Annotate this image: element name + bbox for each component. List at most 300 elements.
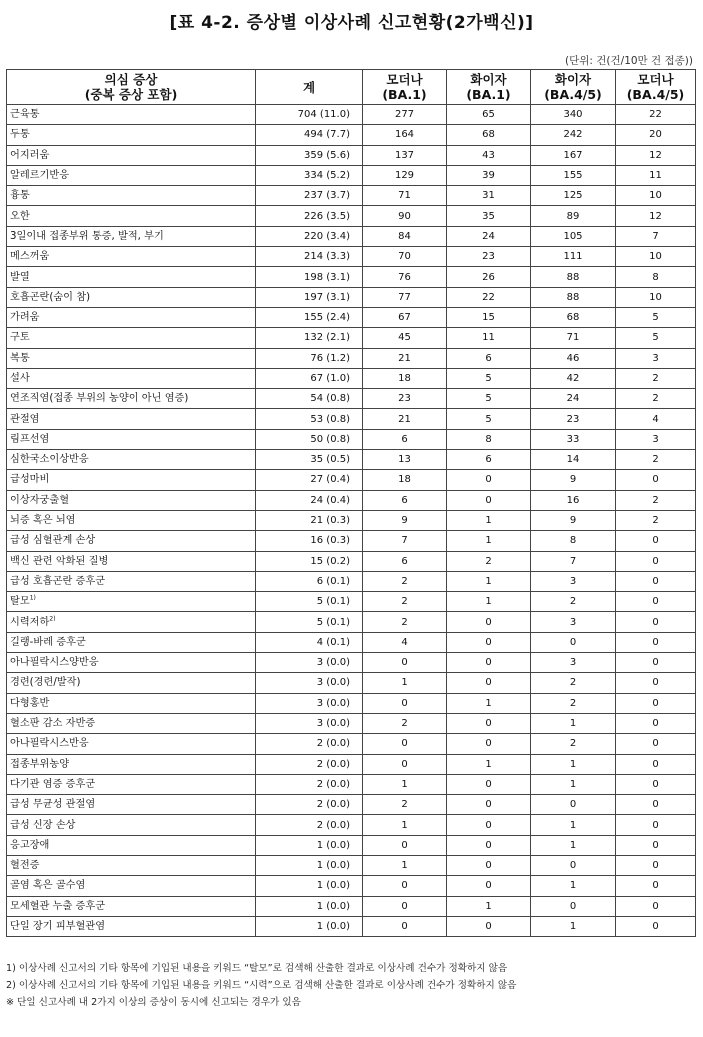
symptom-cell (7, 531, 256, 551)
symptom-label: 호흡곤란(숨이 참) (10, 291, 91, 303)
moderna-ba1-cell: 18 (363, 470, 447, 490)
moderna-ba45-cell: 0 (616, 632, 696, 652)
symptom-cell (7, 165, 256, 185)
table-row (7, 409, 696, 429)
moderna-ba45-cell: 0 (616, 693, 696, 713)
moderna-ba45-cell: 0 (616, 470, 696, 490)
pfizer-ba1-cell: 0 (447, 632, 531, 652)
symptom-label: 가려움 (10, 312, 40, 324)
pfizer-ba45-cell: 16 (531, 490, 616, 510)
symptom-label: 길랭-바레 증후군 (10, 636, 86, 648)
header-c2-line2: (BA.1) (466, 87, 511, 102)
table-row (7, 267, 696, 287)
pfizer-ba1-cell: 0 (447, 713, 531, 733)
moderna-ba45-cell: 22 (616, 105, 696, 125)
symptom-cell (7, 653, 256, 673)
moderna-ba45-cell: 10 (616, 186, 696, 206)
moderna-ba45-cell: 11 (616, 165, 696, 185)
moderna-ba45-cell: 0 (616, 713, 696, 733)
total-cell: 24 (0.4) (256, 490, 363, 510)
symptom-cell (7, 226, 256, 246)
pfizer-ba1-cell: 5 (447, 368, 531, 388)
symptom-label: 아나필락시스양반응 (10, 657, 99, 669)
moderna-ba45-cell: 0 (616, 754, 696, 774)
symptom-label: 단일 장기 피부혈관염 (10, 921, 106, 933)
moderna-ba1-cell: 2 (363, 571, 447, 591)
pfizer-ba45-cell: 1 (531, 713, 616, 733)
total-cell: 54 (0.8) (256, 389, 363, 409)
total-cell: 50 (0.8) (256, 429, 363, 449)
symptom-label: 림프선염 (10, 433, 50, 445)
symptom-label: 아나필락시스반응 (10, 738, 89, 750)
moderna-ba1-cell: 0 (363, 896, 447, 916)
pfizer-ba1-cell: 0 (447, 734, 531, 754)
pfizer-ba1-cell: 1 (447, 531, 531, 551)
pfizer-ba45-cell: 89 (531, 206, 616, 226)
moderna-ba1-cell: 2 (363, 713, 447, 733)
pfizer-ba45-cell: 0 (531, 896, 616, 916)
symptom-label: 알레르기반응 (10, 170, 70, 182)
symptom-label: 탈모 (10, 596, 30, 608)
header-c4-line2: (BA.4/5) (626, 87, 685, 102)
moderna-ba1-cell: 84 (363, 226, 447, 246)
moderna-ba1-cell: 2 (363, 592, 447, 612)
symptom-cell (7, 571, 256, 591)
moderna-ba1-cell: 0 (363, 876, 447, 896)
table-row (7, 571, 696, 591)
pfizer-ba1-cell: 0 (447, 673, 531, 693)
pfizer-ba45-cell: 0 (531, 632, 616, 652)
total-cell: 198 (3.1) (256, 267, 363, 287)
symptom-label: 두통 (10, 129, 30, 141)
symptom-cell (7, 774, 256, 794)
table-row (7, 165, 696, 185)
total-cell: 2 (0.0) (256, 795, 363, 815)
symptom-cell (7, 592, 256, 612)
moderna-ba1-cell: 45 (363, 328, 447, 348)
moderna-ba45-cell: 0 (616, 734, 696, 754)
pfizer-ba1-cell: 6 (447, 348, 531, 368)
pfizer-ba45-cell: 0 (531, 855, 616, 875)
total-cell: 704 (11.0) (256, 105, 363, 125)
moderna-ba45-cell: 3 (616, 429, 696, 449)
moderna-ba1-cell: 6 (363, 490, 447, 510)
pfizer-ba1-cell: 22 (447, 287, 531, 307)
pfizer-ba45-cell: 88 (531, 267, 616, 287)
table-row (7, 774, 696, 794)
pfizer-ba1-cell: 39 (447, 165, 531, 185)
symptom-label: 혈전증 (10, 860, 40, 872)
moderna-ba1-cell: 1 (363, 774, 447, 794)
pfizer-ba45-cell: 9 (531, 510, 616, 530)
moderna-ba1-cell: 0 (363, 653, 447, 673)
table-row (7, 531, 696, 551)
pfizer-ba1-cell: 1 (447, 571, 531, 591)
pfizer-ba1-cell: 23 (447, 247, 531, 267)
symptom-label: 흉통 (10, 190, 30, 202)
header-moderna-ba45 (616, 70, 696, 105)
symptom-label: 설사 (10, 373, 30, 384)
moderna-ba45-cell: 0 (616, 815, 696, 835)
pfizer-ba45-cell: 340 (531, 105, 616, 125)
pfizer-ba1-cell: 0 (447, 774, 531, 794)
table-row (7, 328, 696, 348)
table-row (7, 105, 696, 125)
table-body (7, 105, 696, 937)
footnotes (6, 960, 701, 1011)
total-cell: 1 (0.0) (256, 916, 363, 936)
moderna-ba1-cell: 71 (363, 186, 447, 206)
symptom-label: 급성마비 (10, 474, 50, 486)
pfizer-ba45-cell: 155 (531, 165, 616, 185)
table-row (7, 247, 696, 267)
total-cell: 226 (3.5) (256, 206, 363, 226)
moderna-ba45-cell: 3 (616, 348, 696, 368)
symptom-label: 급성 신장 손상 (10, 819, 76, 831)
symptom-cell (7, 450, 256, 470)
header-pfizer-ba45 (531, 70, 616, 105)
total-cell: 16 (0.3) (256, 531, 363, 551)
pfizer-ba1-cell: 2 (447, 551, 531, 571)
symptom-cell (7, 510, 256, 530)
symptom-label: 관절염 (10, 413, 40, 425)
pfizer-ba45-cell: 2 (531, 693, 616, 713)
pfizer-ba1-cell: 15 (447, 307, 531, 327)
table-row (7, 510, 696, 530)
table-row (7, 470, 696, 490)
symptom-label: 급성 심혈관계 손상 (10, 535, 96, 547)
moderna-ba1-cell: 6 (363, 429, 447, 449)
total-cell: 334 (5.2) (256, 165, 363, 185)
pfizer-ba1-cell: 1 (447, 510, 531, 530)
header-c1-line2: (BA.1) (382, 87, 427, 102)
symptom-label: 오한 (10, 210, 30, 222)
moderna-ba45-cell: 0 (616, 673, 696, 693)
pfizer-ba45-cell: 9 (531, 470, 616, 490)
total-cell: 1 (0.0) (256, 896, 363, 916)
table-row (7, 896, 696, 916)
symptom-label: 발열 (10, 271, 30, 283)
moderna-ba1-cell: 21 (363, 348, 447, 368)
table-row (7, 876, 696, 896)
moderna-ba1-cell: 21 (363, 409, 447, 429)
header-pfizer-ba1 (447, 70, 531, 105)
pfizer-ba1-cell: 1 (447, 896, 531, 916)
symptom-label: 3일이내 접종부위 통증, 발적, 부기 (10, 230, 164, 242)
pfizer-ba1-cell: 0 (447, 653, 531, 673)
moderna-ba1-cell: 1 (363, 673, 447, 693)
symptom-cell (7, 754, 256, 774)
symptom-label: 메스꺼움 (10, 251, 50, 263)
table-row (7, 551, 696, 571)
total-cell: 6 (0.1) (256, 571, 363, 591)
symptom-label: 급성 호흡곤란 증후군 (10, 575, 106, 587)
table-row (7, 734, 696, 754)
moderna-ba45-cell: 5 (616, 307, 696, 327)
table-row (7, 713, 696, 733)
header-total: 계 (256, 70, 363, 105)
pfizer-ba45-cell: 14 (531, 450, 616, 470)
symptom-label: 이상자궁출혈 (10, 494, 70, 506)
pfizer-ba1-cell: 35 (447, 206, 531, 226)
table-row (7, 795, 696, 815)
pfizer-ba1-cell: 1 (447, 754, 531, 774)
table-row (7, 653, 696, 673)
pfizer-ba45-cell: 71 (531, 328, 616, 348)
footnote-marker: 1) (29, 594, 36, 602)
moderna-ba1-cell: 90 (363, 206, 447, 226)
symptom-cell (7, 876, 256, 896)
symptom-label: 혈소판 감소 자반증 (10, 718, 96, 730)
pfizer-ba45-cell: 1 (531, 774, 616, 794)
total-cell: 76 (1.2) (256, 348, 363, 368)
symptom-label: 어지러움 (10, 149, 50, 161)
pfizer-ba45-cell: 2 (531, 734, 616, 754)
table-row (7, 287, 696, 307)
total-cell: 4 (0.1) (256, 632, 363, 652)
symptom-cell (7, 896, 256, 916)
symptom-cell (7, 551, 256, 571)
pfizer-ba1-cell: 5 (447, 389, 531, 409)
pfizer-ba1-cell: 0 (447, 795, 531, 815)
total-cell: 27 (0.4) (256, 470, 363, 490)
pfizer-ba1-cell: 24 (447, 226, 531, 246)
total-cell: 53 (0.8) (256, 409, 363, 429)
symptom-cell (7, 815, 256, 835)
symptom-label: 근육통 (10, 109, 40, 121)
pfizer-ba45-cell: 24 (531, 389, 616, 409)
moderna-ba1-cell: 1 (363, 815, 447, 835)
symptom-cell (7, 368, 256, 388)
moderna-ba1-cell: 0 (363, 693, 447, 713)
pfizer-ba45-cell: 2 (531, 673, 616, 693)
pfizer-ba45-cell: 3 (531, 571, 616, 591)
total-cell: 2 (0.0) (256, 774, 363, 794)
symptom-report-table (6, 69, 696, 937)
table-row (7, 673, 696, 693)
table-row (7, 632, 696, 652)
header-moderna-ba1 (363, 70, 447, 105)
total-cell: 15 (0.2) (256, 551, 363, 571)
header-row (7, 70, 696, 105)
pfizer-ba1-cell: 0 (447, 916, 531, 936)
pfizer-ba45-cell: 3 (531, 612, 616, 632)
table-row (7, 450, 696, 470)
moderna-ba1-cell: 70 (363, 247, 447, 267)
pfizer-ba45-cell: 1 (531, 916, 616, 936)
pfizer-ba1-cell: 11 (447, 328, 531, 348)
moderna-ba45-cell: 0 (616, 896, 696, 916)
symptom-label: 구토 (10, 332, 30, 344)
pfizer-ba1-cell: 5 (447, 409, 531, 429)
moderna-ba45-cell: 0 (616, 876, 696, 896)
moderna-ba45-cell: 0 (616, 592, 696, 612)
pfizer-ba45-cell: 1 (531, 835, 616, 855)
table-row (7, 226, 696, 246)
total-cell: 3 (0.0) (256, 673, 363, 693)
symptom-cell (7, 713, 256, 733)
table-row (7, 693, 696, 713)
moderna-ba45-cell: 2 (616, 389, 696, 409)
total-cell: 1 (0.0) (256, 855, 363, 875)
table-row (7, 490, 696, 510)
total-cell: 5 (0.1) (256, 592, 363, 612)
pfizer-ba1-cell: 1 (447, 693, 531, 713)
moderna-ba1-cell: 23 (363, 389, 447, 409)
symptom-cell (7, 348, 256, 368)
moderna-ba45-cell: 2 (616, 510, 696, 530)
moderna-ba1-cell: 1 (363, 855, 447, 875)
moderna-ba45-cell: 2 (616, 450, 696, 470)
symptom-label: 복통 (10, 352, 30, 364)
moderna-ba1-cell: 2 (363, 612, 447, 632)
symptom-label: 백신 관련 악화된 질병 (10, 555, 109, 567)
pfizer-ba45-cell: 68 (531, 307, 616, 327)
total-cell: 237 (3.7) (256, 186, 363, 206)
symptom-label: 접종부위농양 (10, 758, 70, 770)
moderna-ba45-cell: 0 (616, 653, 696, 673)
moderna-ba1-cell: 13 (363, 450, 447, 470)
symptom-label: 골염 혹은 골수염 (10, 880, 86, 892)
total-cell: 359 (5.6) (256, 145, 363, 165)
symptom-cell (7, 835, 256, 855)
footnote-marker: 2) (49, 615, 56, 623)
moderna-ba45-cell: 2 (616, 368, 696, 388)
moderna-ba1-cell: 0 (363, 734, 447, 754)
pfizer-ba1-cell: 26 (447, 267, 531, 287)
pfizer-ba1-cell: 43 (447, 145, 531, 165)
symptom-cell (7, 795, 256, 815)
pfizer-ba1-cell: 6 (447, 450, 531, 470)
moderna-ba45-cell: 0 (616, 571, 696, 591)
table-row (7, 916, 696, 936)
total-cell: 3 (0.0) (256, 713, 363, 733)
symptom-cell (7, 490, 256, 510)
moderna-ba1-cell: 0 (363, 754, 447, 774)
moderna-ba1-cell: 4 (363, 632, 447, 652)
footnote-line: 1) 이상사례 신고서의 기타 항목에 기입된 내용을 키워드 “탈모”로 검색해 산출한 결과로 이상사례 건수가 정확하지 않음 (6, 963, 508, 974)
table-row (7, 348, 696, 368)
total-cell: 155 (2.4) (256, 307, 363, 327)
total-cell: 3 (0.0) (256, 693, 363, 713)
total-cell: 2 (0.0) (256, 754, 363, 774)
pfizer-ba1-cell: 1 (447, 592, 531, 612)
symptom-label: 뇌증 혹은 뇌염 (10, 515, 76, 527)
pfizer-ba1-cell: 8 (447, 429, 531, 449)
table-row (7, 206, 696, 226)
symptom-cell (7, 186, 256, 206)
moderna-ba45-cell: 0 (616, 855, 696, 875)
symptom-cell (7, 470, 256, 490)
total-cell: 21 (0.3) (256, 510, 363, 530)
moderna-ba1-cell: 0 (363, 835, 447, 855)
moderna-ba45-cell: 10 (616, 287, 696, 307)
pfizer-ba45-cell: 242 (531, 125, 616, 145)
pfizer-ba1-cell: 0 (447, 876, 531, 896)
pfizer-ba45-cell: 3 (531, 653, 616, 673)
symptom-cell (7, 693, 256, 713)
total-cell: 494 (7.7) (256, 125, 363, 145)
symptom-label: 심한국소이상반응 (10, 454, 89, 466)
moderna-ba45-cell: 7 (616, 226, 696, 246)
pfizer-ba1-cell: 0 (447, 490, 531, 510)
header-c4-line1: 모더나 (637, 72, 674, 87)
moderna-ba1-cell: 129 (363, 165, 447, 185)
total-cell: 67 (1.0) (256, 368, 363, 388)
total-cell: 35 (0.5) (256, 450, 363, 470)
pfizer-ba1-cell: 0 (447, 835, 531, 855)
footnote-line: 2) 이상사례 신고서의 기타 항목에 기입된 내용을 키워드 “시력”으로 검색해 산출한 결과로 이상사례 건수가 정확하지 않음 (6, 980, 517, 991)
pfizer-ba45-cell: 33 (531, 429, 616, 449)
moderna-ba1-cell: 0 (363, 916, 447, 936)
header-c1-line1: 모더나 (386, 72, 423, 87)
table-row (7, 429, 696, 449)
pfizer-ba1-cell: 31 (447, 186, 531, 206)
symptom-cell (7, 307, 256, 327)
unit-note: (단위: 건(건/10만 건 접종)) (565, 55, 693, 67)
pfizer-ba45-cell: 88 (531, 287, 616, 307)
table-row (7, 612, 696, 632)
symptom-label: 시력저하 (10, 616, 50, 628)
pfizer-ba45-cell: 167 (531, 145, 616, 165)
symptom-label: 응고장애 (10, 839, 50, 851)
moderna-ba45-cell: 0 (616, 795, 696, 815)
pfizer-ba45-cell: 125 (531, 186, 616, 206)
table-row (7, 145, 696, 165)
pfizer-ba45-cell: 23 (531, 409, 616, 429)
symptom-cell (7, 328, 256, 348)
pfizer-ba1-cell: 0 (447, 855, 531, 875)
moderna-ba1-cell: 2 (363, 795, 447, 815)
moderna-ba45-cell: 12 (616, 145, 696, 165)
symptom-cell (7, 247, 256, 267)
symptom-cell (7, 916, 256, 936)
total-cell: 1 (0.0) (256, 835, 363, 855)
moderna-ba1-cell: 9 (363, 510, 447, 530)
symptom-cell (7, 429, 256, 449)
total-cell: 220 (3.4) (256, 226, 363, 246)
pfizer-ba45-cell: 0 (531, 795, 616, 815)
header-symptom-line1: 의심 증상 (104, 72, 158, 87)
total-cell: 197 (3.1) (256, 287, 363, 307)
moderna-ba45-cell: 0 (616, 835, 696, 855)
moderna-ba45-cell: 2 (616, 490, 696, 510)
table-row (7, 815, 696, 835)
moderna-ba1-cell: 67 (363, 307, 447, 327)
table-row (7, 368, 696, 388)
pfizer-ba1-cell: 0 (447, 815, 531, 835)
symptom-cell (7, 287, 256, 307)
total-cell: 2 (0.0) (256, 815, 363, 835)
pfizer-ba1-cell: 65 (447, 105, 531, 125)
pfizer-ba45-cell: 2 (531, 592, 616, 612)
symptom-cell (7, 673, 256, 693)
moderna-ba1-cell: 164 (363, 125, 447, 145)
total-cell: 5 (0.1) (256, 612, 363, 632)
header-c3-line1: 화이자 (554, 72, 592, 87)
pfizer-ba1-cell: 0 (447, 470, 531, 490)
symptom-cell (7, 389, 256, 409)
moderna-ba45-cell: 8 (616, 267, 696, 287)
total-cell: 2 (0.0) (256, 734, 363, 754)
total-cell: 132 (2.1) (256, 328, 363, 348)
symptom-label: 다기관 염증 증후군 (10, 778, 96, 790)
moderna-ba1-cell: 76 (363, 267, 447, 287)
symptom-label: 경련(경련/발작) (10, 677, 81, 689)
pfizer-ba45-cell: 46 (531, 348, 616, 368)
moderna-ba45-cell: 0 (616, 916, 696, 936)
table-row (7, 835, 696, 855)
